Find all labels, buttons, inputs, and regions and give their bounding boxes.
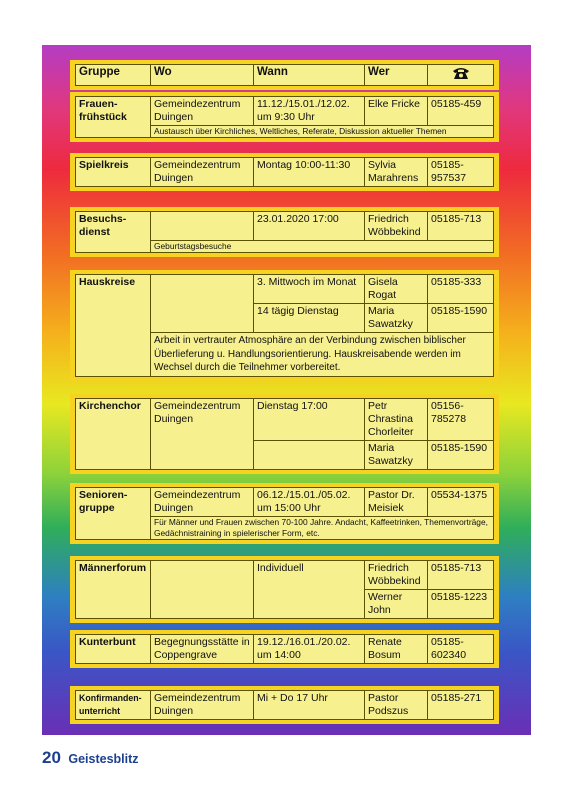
group-contact: Werner John bbox=[365, 590, 428, 619]
group-phone: 05534-1375 bbox=[428, 488, 494, 517]
group-contact: Renate Bosum bbox=[365, 635, 428, 664]
group-card-kirchenchor bbox=[70, 394, 499, 474]
group-location: Gemeindezentrum Duingen bbox=[151, 158, 254, 187]
group-location: Gemeindezentrum Duingen bbox=[151, 97, 254, 126]
group-card-seniorengruppe bbox=[70, 483, 499, 544]
group-time: Mi + Do 17 Uhr bbox=[254, 691, 365, 720]
group-name: Männerforum bbox=[76, 561, 151, 619]
group-phone: 05185-1223 bbox=[428, 590, 494, 619]
group-time: Montag 10:00-11:30 bbox=[254, 158, 365, 187]
group-time: 11.12./15.01./12.02. um 9:30 Uhr bbox=[254, 97, 365, 126]
group-phone: 05185-957537 bbox=[428, 158, 494, 187]
group-location: Gemeindezentrum Duingen bbox=[151, 691, 254, 720]
group-phone: 05185-271 bbox=[428, 691, 494, 720]
group-phone: 05185-459 bbox=[428, 97, 494, 126]
group-phone: 05185-1590 bbox=[428, 304, 494, 333]
col-wann: Wann bbox=[254, 65, 365, 86]
group-location bbox=[151, 212, 254, 241]
col-gruppe: Gruppe bbox=[76, 65, 151, 86]
group-time: 14 tägig Dienstag bbox=[254, 304, 365, 333]
group-phone: 05185-333 bbox=[428, 275, 494, 304]
telephone-icon bbox=[452, 66, 470, 80]
group-name: Kirchenchor bbox=[76, 399, 151, 470]
group-card-frauenfruehstueck bbox=[70, 92, 499, 142]
group-note: Austausch über Kirchliches, Weltliches, Referate, Diskussion aktueller Themen bbox=[151, 126, 494, 138]
group-note: Geburtstagsbesuche bbox=[151, 241, 494, 253]
group-contact: Pastor Dr. Meisiek bbox=[365, 488, 428, 517]
group-time-empty bbox=[254, 441, 365, 470]
group-note: Arbeit in vertrauter Atmosphäre an der Verbindung zwischen biblischer Überlieferung u. Handlungsorientierung. Hauskreisabende werden im Wechsel durch die Teilnehmer vorbereitet. bbox=[151, 333, 494, 377]
col-telefon bbox=[428, 65, 494, 86]
group-note: Für Männer und Frauen zwischen 70-100 Jahre. Andacht, Kaffeetrinken, Themenvorträge, Gedächnistraining in spielerischer Form, etc. bbox=[151, 517, 494, 540]
group-contact: Sylvia Marahrens bbox=[365, 158, 428, 187]
group-phone: 05185-713 bbox=[428, 561, 494, 590]
group-card-spielkreis bbox=[70, 153, 499, 191]
group-contact: Elke Fricke bbox=[365, 97, 428, 126]
group-time: Dienstag 17:00 bbox=[254, 399, 365, 441]
group-phone: 05185-602340 bbox=[428, 635, 494, 664]
group-location bbox=[151, 275, 254, 333]
group-name: Kunterbunt bbox=[76, 635, 151, 664]
group-time: 3. Mittwoch im Monat bbox=[254, 275, 365, 304]
group-card-konfirmandenunterricht bbox=[70, 686, 499, 724]
group-phone: 05185-713 bbox=[428, 212, 494, 241]
group-time: 23.01.2020 17:00 bbox=[254, 212, 365, 241]
header-table bbox=[75, 64, 494, 86]
group-location: Gemeindezentrum Duingen bbox=[151, 399, 254, 470]
header-card bbox=[70, 60, 499, 90]
group-card-hauskreise bbox=[70, 270, 499, 381]
page-number: 20 bbox=[42, 748, 61, 767]
group-time: 06.12./15.01./05.02. um 15:00 Uhr bbox=[254, 488, 365, 517]
group-name: Spielkreis bbox=[76, 158, 151, 187]
group-contact: Gisela Rogat bbox=[365, 275, 428, 304]
page-footer bbox=[42, 748, 139, 768]
col-wer: Wer bbox=[365, 65, 428, 86]
group-contact: Maria Sawatzky bbox=[365, 441, 428, 470]
group-location: Begegnungsstätte in Coppengrave bbox=[151, 635, 254, 664]
group-contact: Pastor Podszus bbox=[365, 691, 428, 720]
group-location: Gemeindezentrum Duingen bbox=[151, 488, 254, 517]
group-name: Senioren- gruppe bbox=[76, 488, 151, 540]
group-name: Konfirmanden- unterricht bbox=[76, 691, 151, 720]
group-name: Besuchs- dienst bbox=[76, 212, 151, 253]
group-location bbox=[151, 561, 254, 619]
group-contact: Friedrich Wöbbekind bbox=[365, 212, 428, 241]
group-contact: Friedrich Wöbbekind bbox=[365, 561, 428, 590]
group-name: Frauen- frühstück bbox=[76, 97, 151, 138]
group-contact: Petr Chrastina Chorleiter bbox=[365, 399, 428, 441]
group-phone: 05185-1590 bbox=[428, 441, 494, 470]
group-card-kunterbunt bbox=[70, 630, 499, 668]
group-contact: Maria Sawatzky bbox=[365, 304, 428, 333]
group-name: Hauskreise bbox=[76, 275, 151, 377]
col-wo: Wo bbox=[151, 65, 254, 86]
magazine-title: Geistesblitz bbox=[68, 752, 139, 766]
group-time: 19.12./16.01./20.02. um 14:00 bbox=[254, 635, 365, 664]
group-card-maennerforum bbox=[70, 556, 499, 623]
group-card-besuchsdienst bbox=[70, 207, 499, 257]
group-phone: 05156-785278 bbox=[428, 399, 494, 441]
group-time: Individuell bbox=[254, 561, 365, 619]
